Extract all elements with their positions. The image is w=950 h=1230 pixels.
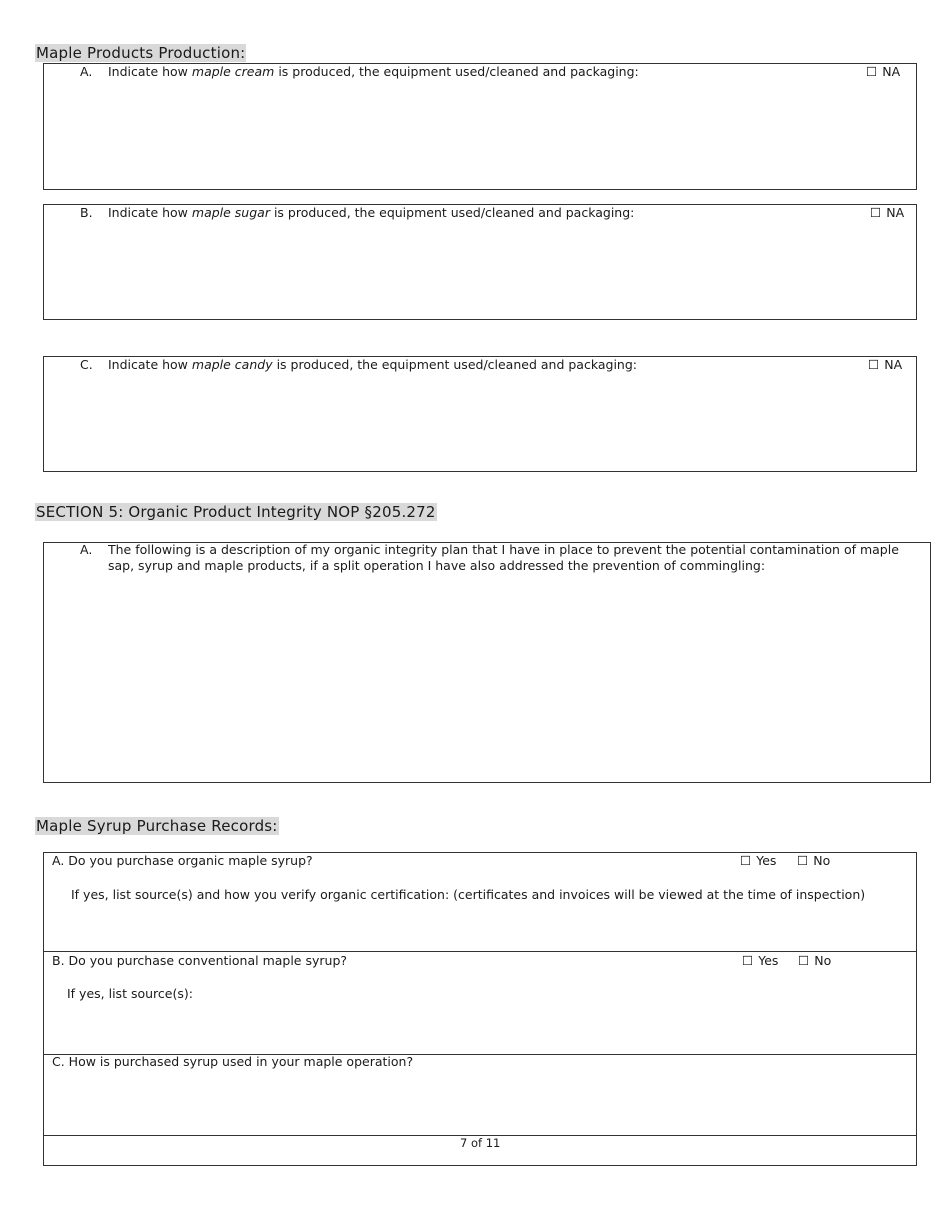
item-letter: A. bbox=[80, 542, 93, 557]
maple-cream-na[interactable] bbox=[866, 64, 900, 80]
organic-purchase-question: A. Do you purchase organic maple syrup? bbox=[52, 853, 313, 868]
no-label: No bbox=[814, 953, 832, 968]
checkbox-icon[interactable]: ☐ bbox=[742, 953, 754, 968]
checkbox-icon[interactable]: ☐ bbox=[740, 853, 752, 868]
purchased-syrup-use-question: C. How is purchased syrup used in your maple operation? bbox=[52, 1054, 414, 1069]
item-letter: A. bbox=[80, 64, 93, 79]
question-text: is produced, the equipment used/cleaned and packaging: bbox=[274, 64, 639, 79]
maple-sugar-na[interactable] bbox=[870, 205, 904, 221]
section5-heading: SECTION 5: Organic Product Integrity NOP §205.272 bbox=[36, 503, 436, 521]
question-text: Indicate how bbox=[108, 205, 192, 220]
yes-label: Yes bbox=[758, 953, 779, 968]
maple-cream-box[interactable] bbox=[43, 63, 917, 190]
purchase-records-heading: Maple Syrup Purchase Records: bbox=[36, 817, 278, 835]
maple-sugar-box[interactable] bbox=[43, 204, 917, 320]
yes-label: Yes bbox=[756, 853, 777, 868]
na-label: NA bbox=[886, 205, 905, 220]
na-label: NA bbox=[882, 64, 901, 79]
conventional-purchase-no[interactable] bbox=[798, 953, 831, 969]
integrity-plan-text: The following is a description of my organic integrity plan that I have in place to prevent the potential contamination of maple sap, syrup and maple products, if a split operation I have also addressed the prevention of commingling: bbox=[108, 542, 899, 573]
conventional-purchase-followup: If yes, list source(s): bbox=[67, 986, 193, 1001]
conventional-purchase-question: B. Do you purchase conventional maple syrup? bbox=[52, 953, 348, 968]
no-label: No bbox=[813, 853, 831, 868]
checkbox-icon[interactable]: ☐ bbox=[870, 205, 882, 220]
checkbox-icon[interactable]: ☐ bbox=[866, 64, 878, 79]
question-emphasis: maple sugar bbox=[191, 205, 270, 220]
maple-products-heading: Maple Products Production: bbox=[36, 44, 246, 62]
maple-candy-question bbox=[80, 357, 637, 373]
question-text: Indicate how bbox=[108, 64, 192, 79]
item-letter: C. bbox=[80, 357, 93, 372]
conventional-purchase-yes[interactable] bbox=[742, 953, 778, 969]
item-letter: B. bbox=[80, 205, 93, 220]
organic-purchase-no[interactable] bbox=[797, 853, 830, 869]
row-divider bbox=[43, 951, 917, 952]
maple-cream-question bbox=[80, 64, 639, 80]
organic-purchase-yes[interactable] bbox=[740, 853, 776, 869]
question-emphasis: maple cream bbox=[191, 64, 275, 79]
integrity-plan-box[interactable] bbox=[43, 542, 931, 783]
question-text: is produced, the equipment used/cleaned and packaging: bbox=[272, 357, 637, 372]
maple-candy-na[interactable] bbox=[868, 357, 902, 373]
checkbox-icon[interactable]: ☐ bbox=[798, 953, 810, 968]
page-number: 7 of 11 bbox=[460, 1136, 501, 1150]
checkbox-icon[interactable]: ☐ bbox=[868, 357, 880, 372]
question-text: is produced, the equipment used/cleaned and packaging: bbox=[269, 205, 635, 220]
na-label: NA bbox=[884, 357, 903, 372]
checkbox-icon[interactable]: ☐ bbox=[797, 853, 809, 868]
organic-purchase-followup: If yes, list source(s) and how you verify organic certification: (certificates and invoices will be viewed at the time of inspection) bbox=[71, 887, 866, 902]
maple-sugar-question bbox=[80, 205, 634, 221]
question-emphasis: maple candy bbox=[191, 357, 273, 372]
question-text: Indicate how bbox=[108, 357, 192, 372]
maple-candy-box[interactable] bbox=[43, 356, 917, 472]
integrity-plan-question bbox=[80, 542, 910, 574]
